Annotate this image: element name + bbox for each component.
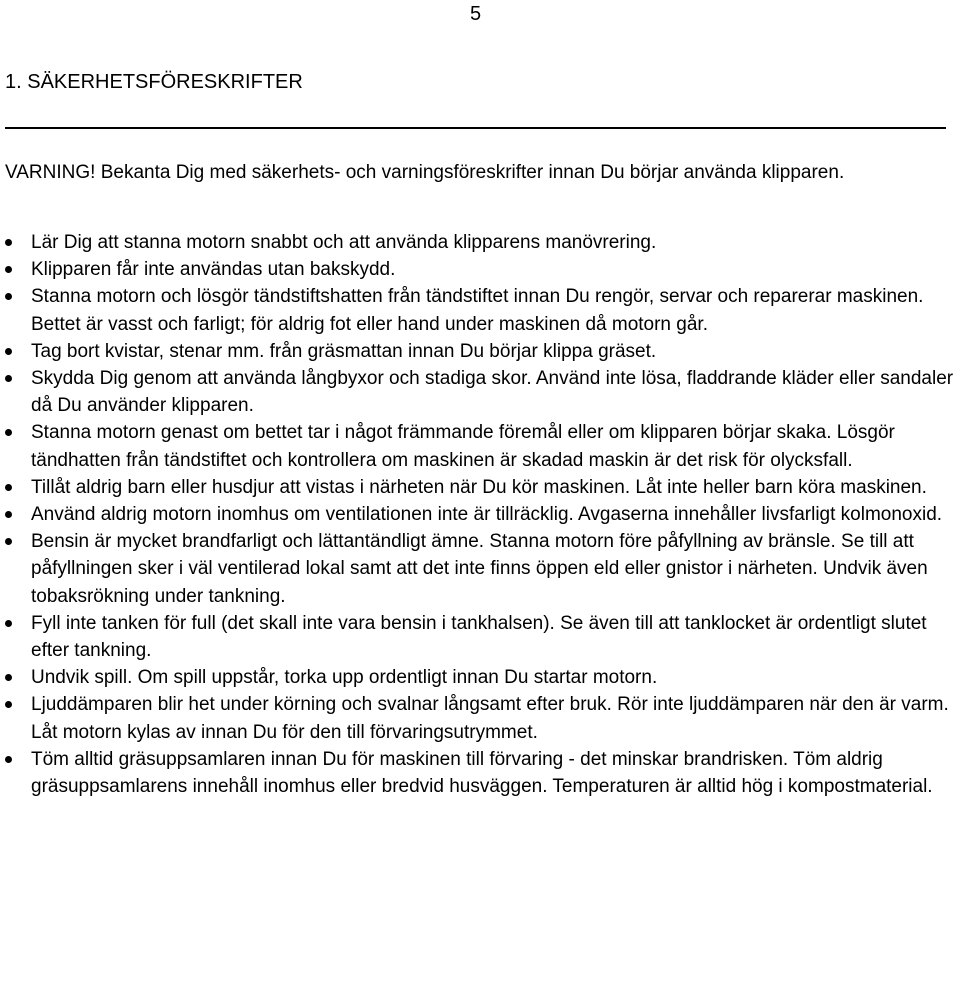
list-item-text: Stanna motorn och lösgör tändstiftshatten från tändstiftet innan Du rengör, servar och reparerar maskinen. Bettet är vasst och farligt; för aldrig fot eller hand under maskinen då motorn går.: [31, 286, 924, 335]
warning-paragraph: VARNING! Bekanta Dig med säkerhets- och varningsföreskrifter innan Du börjar använda klipparen.: [5, 162, 845, 183]
bullet-icon: [5, 538, 12, 545]
list-item-text: Undvik spill. Om spill uppstår, torka upp ordentligt innan Du startar motorn.: [31, 667, 658, 689]
bullet-icon: [5, 511, 12, 518]
list-item: [0, 474, 960, 501]
list-item-text: Stanna motorn genast om bettet tar i något främmande föremål eller om klipparen börjar skaka. Lösgör tändhatten från tändstiftet och kontrollera om maskinen är skadad maskin är det risk för olycksfall.: [31, 422, 895, 471]
bullet-icon: [5, 266, 12, 273]
bullet-icon: [5, 674, 12, 681]
list-item-text: Använd aldrig motorn inomhus om ventilationen inte är tillräcklig. Avgaserna innehåller livsfarligt kolmonoxid.: [31, 504, 943, 526]
safety-rules-list: [0, 229, 960, 800]
list-item-text: Lär Dig att stanna motorn snabbt och att använda klipparens manövrering.: [31, 232, 657, 253]
bullet-icon: [5, 239, 12, 246]
list-item-text: Skydda Dig genom att använda långbyxor och stadiga skor. Använd inte lösa, fladdrande kläder eller sandaler då Du använder klipparen.: [31, 368, 954, 417]
list-item: [0, 691, 960, 745]
list-item: [0, 501, 960, 528]
list-item-text: Tillåt aldrig barn eller husdjur att vistas i närheten när Du kör maskinen. Låt inte heller barn köra maskinen.: [31, 476, 927, 498]
list-item: [0, 610, 960, 664]
list-item-text: Fyll inte tanken för full (det skall inte vara bensin i tankhalsen). Se även till att tanklocket är ordentligt slutet efter tankning.: [31, 612, 927, 662]
list-item: [0, 664, 960, 691]
list-item: [0, 528, 960, 610]
bullet-icon: [5, 756, 12, 763]
bullet-icon: [5, 620, 12, 627]
list-item: [0, 338, 960, 365]
heading-rule: [5, 127, 946, 129]
section-heading: 1. SÄKERHETSFÖRESKRIFTER: [5, 71, 303, 93]
list-item-text: Tag bort kvistar, stenar mm. från gräsmattan innan Du börjar klippa gräset.: [31, 340, 657, 362]
list-item: [0, 365, 960, 419]
list-item: [0, 746, 960, 800]
bullet-icon: [5, 429, 12, 436]
list-item: [0, 229, 960, 256]
bullet-icon: [5, 348, 12, 355]
bullet-icon: [5, 375, 12, 382]
list-item-text: Töm alltid gräsuppsamlaren innan Du för maskinen till förvaring - det minskar brandrisken. Töm aldrig gräsuppsamlarens innehåll inomhus eller bredvid husväggen. Temperaturen är alltid hög i kompostmaterial.: [31, 748, 933, 798]
bullet-icon: [5, 293, 12, 300]
bullet-icon: [5, 701, 12, 708]
page-number: 5: [470, 3, 482, 25]
bullet-icon: [5, 484, 12, 491]
list-item-text: Bensin är mycket brandfarligt och lättantändligt ämne. Stanna motorn före påfyllning av bränsle. Se till att påfyllningen sker i väl ventilerad lokal samt att det inte finns öppen eld eller gnistor i närheten. Undvik även tobaksrökning under tankning.: [31, 531, 928, 607]
list-item-text: Klipparen får inte användas utan bakskydd.: [31, 259, 396, 281]
list-item: [0, 283, 960, 337]
list-item: [0, 419, 960, 473]
list-item: [0, 256, 960, 283]
list-item-text: Ljuddämparen blir het under körning och svalnar långsamt efter bruk. Rör inte ljuddämparen när den är varm. Låt motorn kylas av innan Du för den till förvaringsutrymmet.: [31, 694, 949, 743]
